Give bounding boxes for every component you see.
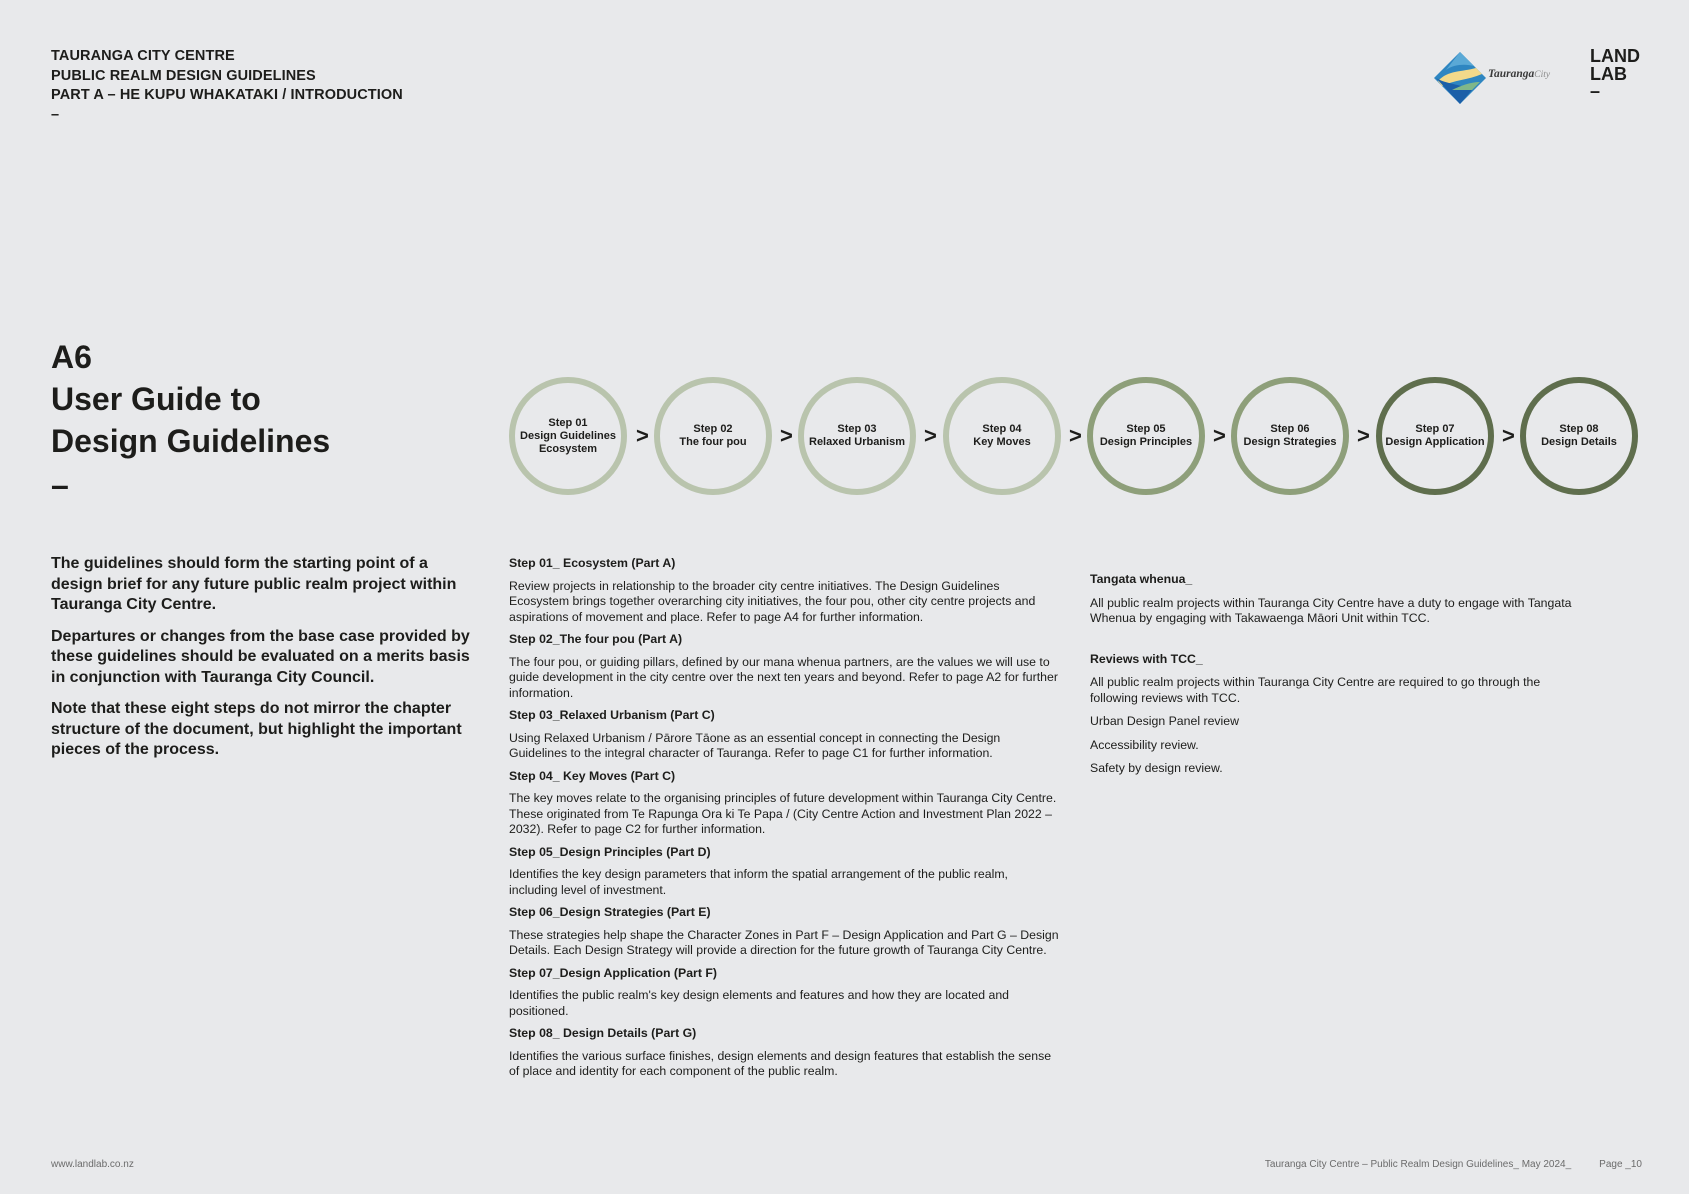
step-08-heading: Step 08_ Design Details (Part G) <box>509 1026 697 1040</box>
step-circle-01 <box>509 377 627 495</box>
step-circle-01-num: Step 01 <box>548 416 588 429</box>
step-circle-06 <box>1231 377 1349 495</box>
step-circle-01-name: Design Guidelines <box>520 429 616 442</box>
landlab-logo-dash: – <box>1590 81 1601 101</box>
step-circle-03 <box>798 377 916 495</box>
step-arrow-1: > <box>636 423 649 448</box>
footer-doc-title: Tauranga City Centre – Public Realm Design Guidelines_ May 2024_ <box>1264 1159 1572 1170</box>
step-circle-06-num: Step 06 <box>1270 423 1310 435</box>
step-arrow-6: > <box>1357 423 1370 448</box>
page-title <box>51 336 330 506</box>
step-arrow-5: > <box>1213 423 1226 448</box>
landlab-logo-line-1: LAND <box>1590 46 1640 66</box>
reviews-heading: Reviews with TCC_ <box>1090 651 1203 666</box>
step-circle-02 <box>654 377 772 495</box>
step-circle-08-num: Step 08 <box>1559 423 1599 435</box>
reviews-column <box>1090 572 1590 785</box>
tangata-whenua-text: All public realm projects within Tauranga City Centre have a duty to engage with Tangata Whenua by engaging with Takawaenga Māori Unit within TCC. <box>1090 595 1572 625</box>
step-02-heading: Step 02_The four pou (Part A) <box>509 632 683 646</box>
step-01-text: Review projects in relationship to the broader city centre initiatives. The Design Guidelines Ecosystem brings together overarching city initiatives, the four pou, other city centre projects and aspirations of movement and place. Refer to page A4 for further information. <box>509 578 1036 624</box>
tauranga-city-logo <box>1432 50 1562 106</box>
step-01-heading: Step 01_ Ecosystem (Part A) <box>509 556 676 570</box>
step-06-text: These strategies help shape the Character Zones in Part F – Design Application and Part G – Design Details. Each Design Strategy will provide a direction for the future growth of Tauranga City Centre. <box>509 927 1059 957</box>
landlab-logo <box>1590 48 1640 101</box>
page-title-line-2: Design Guidelines <box>51 423 331 459</box>
step-03-text: Using Relaxed Urbanism / Pārore Tāone as an essential concept in connecting the Design Guidelines to the integral character of Tauranga. Refer to page C1 for further information. <box>509 730 1001 760</box>
page-title-code: A6 <box>51 339 92 375</box>
step-07-heading: Step 07_Design Application (Part F) <box>509 965 717 980</box>
tauranga-wordmark-city: City <box>1534 70 1551 80</box>
landlab-logo-line-2: LAB <box>1590 63 1627 84</box>
step-circle-07-name: Design Application <box>1385 436 1485 448</box>
step-04-heading: Step 04_ Key Moves (Part C) <box>509 768 676 783</box>
step-circle-07-num: Step 07 <box>1415 423 1455 435</box>
step-06-heading: Step 06_Design Strategies (Part E) <box>509 905 711 919</box>
step-circle-08-name: Design Details <box>1541 436 1617 448</box>
step-circle-05-name: Design Principles <box>1099 436 1193 448</box>
step-04-text: The key moves relate to the organising principles of future development within Tauranga City Centre. These originated from Te Rapunga Ora ki Te Papa / (City Centre Action and Investment Plan 2022 – 2032). Refer to page C2 for further information. <box>509 791 1057 836</box>
step-circle-05-num: Step 05 <box>1126 423 1166 435</box>
step-circle-02-name: The four pou <box>679 436 747 448</box>
intro-paragraph-1: The guidelines should form the starting point of a design brief for any future public realm project within Tauranga City Centre. <box>51 555 457 613</box>
step-circle-04 <box>943 377 1061 495</box>
footer-url[interactable]: www.landlab.co.nz <box>51 1159 134 1170</box>
tauranga-wordmark-text: Tauranga <box>1488 68 1535 80</box>
step-05-heading: Step 05_Design Principles (Part D) <box>509 844 711 859</box>
step-circle-04-num: Step 04 <box>982 423 1022 435</box>
step-08-text: Identifies the various surface finishes, design elements and design features that establish the sense of place and identity for each component of the public realm. <box>509 1048 1052 1078</box>
intro-paragraph-3: Note that these eight steps do not mirror the chapter structure of the document, but highlight the important pieces of the process. <box>51 700 462 758</box>
step-circle-05 <box>1087 377 1205 495</box>
step-arrow-7: > <box>1502 423 1515 448</box>
step-circle-07 <box>1376 377 1494 495</box>
step-05-text: Identifies the key design parameters that inform the spatial arrangement of the public realm, including level of investment. <box>509 867 1008 897</box>
tauranga-diamond-icon <box>1432 50 1488 106</box>
step-circle-03-num: Step 03 <box>837 423 877 435</box>
footer-page-number: Page _10 <box>1599 1159 1642 1170</box>
header-line-1: TAURANGA CITY CENTRE <box>51 48 235 64</box>
header-line-3: PART A – HE KUPU WHAKATAKI / INTRODUCTION <box>51 87 403 103</box>
tauranga-wordmark <box>1488 68 1550 80</box>
step-circle-02-num: Step 02 <box>693 423 733 435</box>
document-header <box>51 47 403 125</box>
step-arrow-3: > <box>924 423 937 448</box>
tangata-whenua-heading: Tangata whenua_ <box>1090 572 1193 586</box>
step-circle-01-name2: Ecosystem <box>538 442 598 455</box>
intro-text <box>51 554 476 772</box>
reviews-text: All public realm projects within Tauranga City Centre are required to go through the following reviews with TCC. <box>1090 675 1541 705</box>
page-title-line-1: User Guide to <box>51 381 261 417</box>
step-arrow-2: > <box>780 423 793 448</box>
review-item-safety: Safety by design review. <box>1090 761 1223 775</box>
step-descriptions <box>509 556 1059 1087</box>
header-dash: – <box>51 106 60 123</box>
step-circle-03-name: Relaxed Urbanism <box>809 436 905 448</box>
intro-paragraph-2: Departures or changes from the base case provided by these guidelines should be evaluated on a merits basis in conjunction with Tauranga City Council. <box>51 627 470 686</box>
step-circle-04-name: Key Moves <box>973 436 1031 448</box>
step-circle-08 <box>1520 377 1638 495</box>
step-process-diagram <box>509 377 1639 497</box>
header-line-2: PUBLIC REALM DESIGN GUIDELINES <box>51 67 316 84</box>
review-item-accessibility: Accessibility review. <box>1090 737 1199 752</box>
step-circle-06-name: Design Strategies <box>1243 436 1337 448</box>
step-07-text: Identifies the public realm's key design elements and features and how they are located and positioned. <box>509 988 1009 1018</box>
review-item-urban-design: Urban Design Panel review <box>1090 714 1240 728</box>
step-arrow-4: > <box>1069 423 1082 448</box>
step-02-text: The four pou, or guiding pillars, defined by our mana whenua partners, are the values we will use to guide development in the city centre over the next ten years and beyond. Refer to page A2 for further information. <box>509 654 1058 700</box>
footer-doc-info <box>1265 1159 1642 1170</box>
step-03-heading: Step 03_Relaxed Urbanism (Part C) <box>509 708 715 722</box>
page-title-dash: – <box>51 467 69 503</box>
